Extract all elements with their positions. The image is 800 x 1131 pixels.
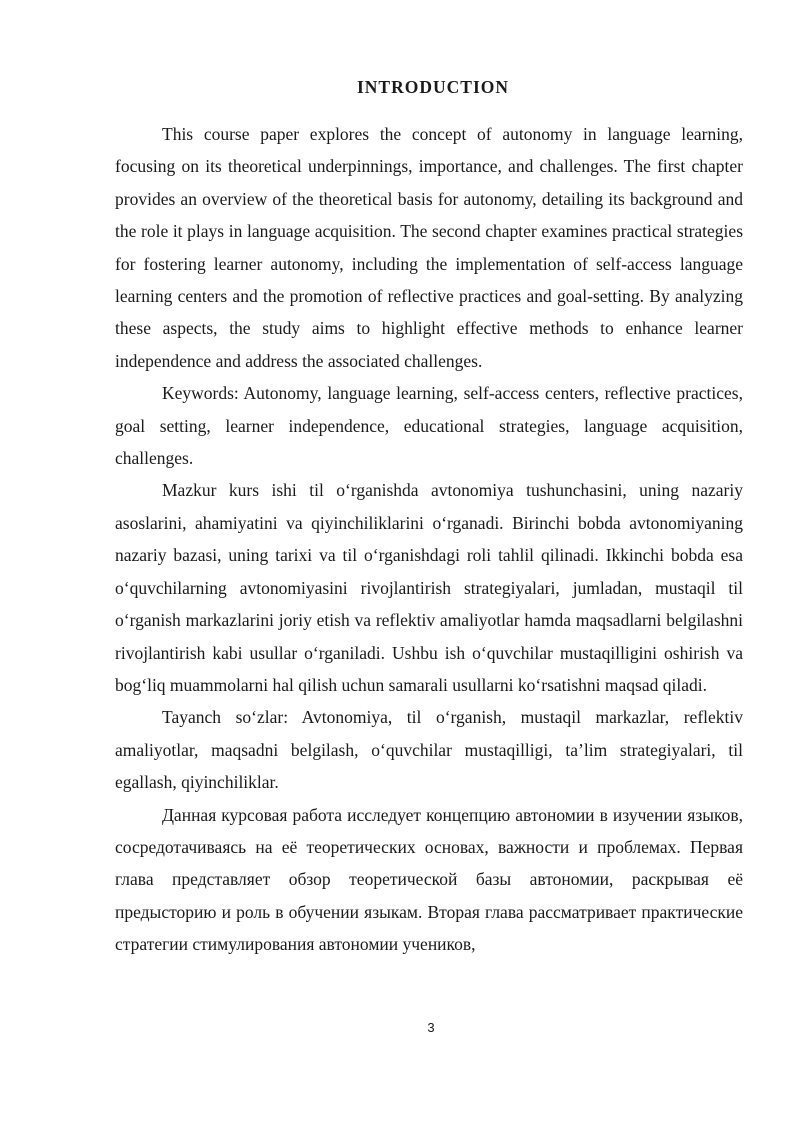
document-page <box>115 68 743 961</box>
paragraph-abstract-russian: Данная курсовая работа исследует концепцию автономии в изучении языков, сосредотачиваясь на её теоретических основах, важности и проблемах. Первая глава представляет обзор теоретической базы автономии, раскрывая её предысторию и роль в обучении языкам. Вторая глава рассматривает практические стратегии стимулирования автономии учеников, <box>115 804 743 955</box>
page-title: INTRODUCTION <box>356 77 510 97</box>
paragraph-abstract-uzbek: Mazkur kurs ishi til o‘rganishda avtonomiya tushunchasini, uning nazariy asoslarini, ahamiyatini va qiyinchiliklarini o‘rganadi. Birinchi bobda avtonomiyaning nazariy bazasi, uning tarixi va til o‘rganishdagi roli tahlil qilinadi. Ikkinchi bobda esa o‘quvchilarning avtonomiyasini rivojlantirish strategiyalari, jumladan, mustaqil til o‘rganish markazlarini joriy etish va reflektiv amaliyotlar hamda maqsadlarni belgilashni rivojlantirish kabi usullar o‘rganiladi. Ushbu ish o‘quvchilar mustaqilligini oshirish va bog‘liq muammolarni hal qilish uchun samarali usullarni ko‘rsatishni maqsad qiladi. <box>115 480 743 695</box>
paragraph-keywords-english: Keywords: Autonomy, language learning, self-access centers, reflective practices, goal setting, learner independence, educational strategies, language acquisition, challenges. <box>115 383 743 469</box>
paragraph-abstract-english: This course paper explores the concept of autonomy in language learning, focusing on its theoretical underpinnings, importance, and challenges. The first chapter provides an overview of the theoretical basis for autonomy, detailing its background and the role it plays in language acquisition. The second chapter examines practical strategies for fostering learner autonomy, including the implementation of self-access language learning centers and the promotion of reflective practices and goal-setting. By analyzing these aspects, the study aims to highlight effective methods to enhance learner independence and address the associated challenges. <box>115 124 743 371</box>
paragraph-keywords-uzbek: Tayanch so‘zlar: Avtonomiya, til o‘rganish, mustaqil markazlar, reflektiv amaliyotlar, maqsadni belgilash, o‘quvchilar mustaqilligi, ta’lim strategiyalari, til egallash, qiyinchiliklar. <box>115 707 743 793</box>
page-number: 3 <box>427 1020 435 1035</box>
